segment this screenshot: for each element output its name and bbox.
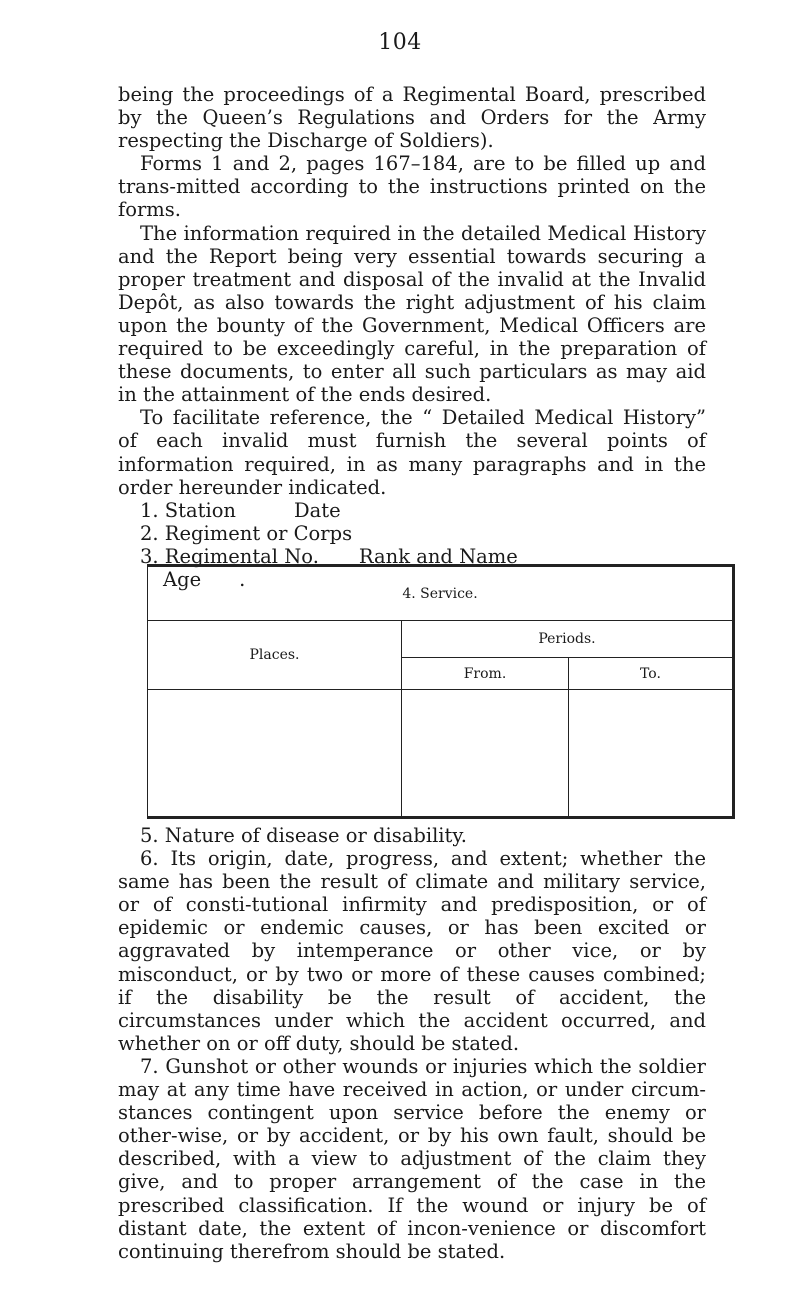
- regiment-label: 2. Regiment or Corps: [140, 521, 353, 545]
- regimental-no-label: 3. Regimental No.: [140, 544, 319, 568]
- station-label: 1. Station: [140, 498, 236, 522]
- places-cell: [148, 690, 402, 818]
- periods-row: [148, 621, 734, 658]
- list-item-station: [118, 499, 706, 522]
- age-mark: .: [239, 567, 246, 591]
- service-title-row: [148, 566, 734, 621]
- paragraph-forms: Forms 1 and 2, pages 167–184, are to be filled up and trans-mitted according to the instructions printed on the forms.: [118, 152, 706, 222]
- list-item-regiment: [118, 522, 706, 545]
- paragraph-nature: 5. Nature of disease or disability.: [140, 824, 468, 847]
- date-label: Date: [294, 498, 341, 522]
- places-header: Places.: [148, 621, 402, 690]
- paragraph-continuation: being the proceedings of a Regimental Board, prescribed by the Queen’s Regulations and Orders for the Army respecting the Discharge of Soldiers).: [118, 83, 706, 153]
- table-row: [148, 690, 734, 818]
- service-table: [147, 564, 735, 819]
- from-cell: [402, 690, 569, 818]
- rank-name-label: Rank and Name: [358, 544, 518, 568]
- paragraph-reference: To facilitate reference, the “ Detailed Medical History” of each invalid must furnish the several points of information required, in as many paragraphs and in the order hereunder indicated.: [118, 406, 706, 499]
- to-cell: [569, 690, 734, 818]
- page-number: 104: [378, 30, 422, 55]
- periods-header: Periods.: [402, 621, 734, 658]
- top-text-block: [118, 83, 706, 591]
- paragraph-origin: 6. Its origin, date, progress, and extent; whether the same has been the result of climate and military service, or of consti-tutional infirmity and predisposition, or of epidemic or endemic causes, or has been excited or aggravated by intemperance or other vice, or by misconduct, or by two or more of these causes combined; if the disability be the result of accident, the circumstances under which the accident occurred, and whether on or off duty, should be stated.: [118, 847, 706, 1055]
- paragraph-information: The information required in the detailed Medical History and the Report being very essential towards securing a proper treatment and disposal of the invalid at the Invalid Depôt, as also towards the right adjustment of his claim upon the bounty of the Government, Medical Officers are required to be exceedingly careful, in the preparation of these documents, to enter all such particulars as may aid in the attainment of the ends desired.: [118, 221, 706, 407]
- age-label: Age: [163, 567, 202, 591]
- from-header: From.: [402, 658, 569, 690]
- service-title: 4. Service.: [148, 566, 734, 621]
- paragraph-gunshot: 7. Gunshot or other wounds or injuries which the soldier may at any time have received in action, or under circum-stances contingent upon service before the enemy or other-wise, or by accident, or by his own fault, should be described, with a view to adjustment of the claim they give, and to proper arrangement of the case in the prescribed classification. If the wound or injury be of distant date, the extent of incon-venience or discomfort continuing therefrom should be stated.: [118, 1054, 706, 1263]
- to-header: To.: [569, 658, 734, 690]
- bottom-text-block: [118, 824, 706, 1263]
